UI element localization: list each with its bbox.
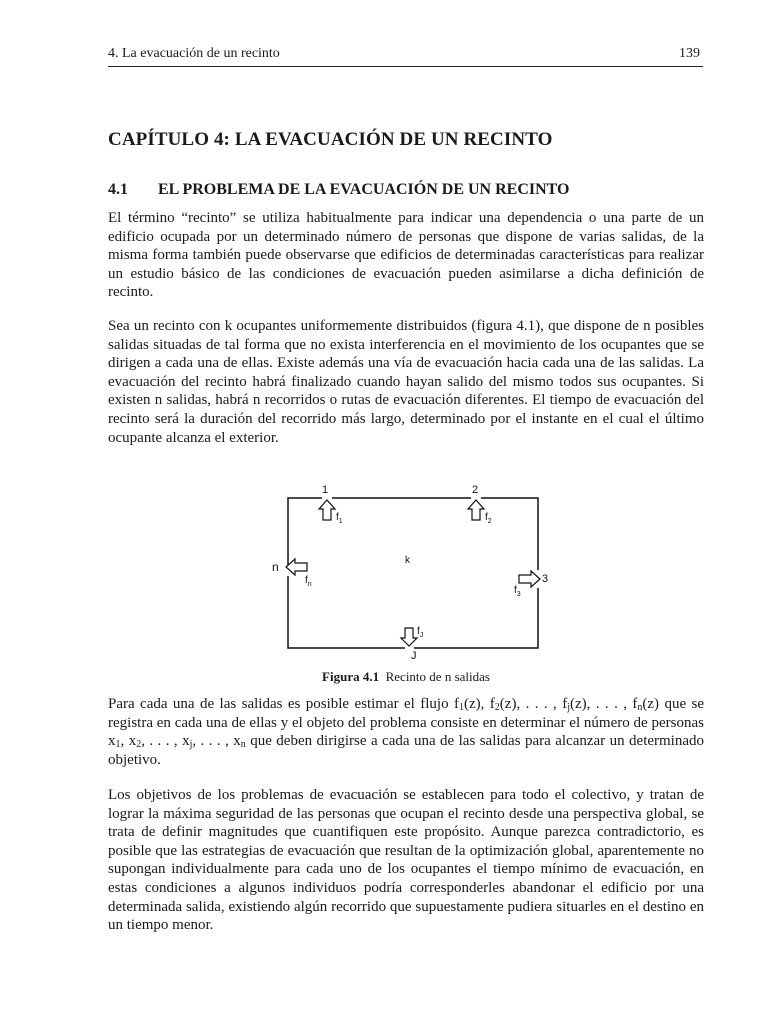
exit-3-flow: $f_3$ bbox=[514, 585, 521, 598]
section-number: 4.1 bbox=[108, 181, 128, 198]
wall-segment bbox=[288, 576, 405, 648]
persons-xn: $x_n$ bbox=[233, 733, 246, 751]
exit-3-arrow-icon bbox=[519, 571, 540, 587]
exit-n-flow: $f_n$ bbox=[305, 575, 312, 588]
exit-j-label: J bbox=[411, 650, 417, 662]
paragraph-recinto-definition: El término “recinto” se utiliza habitualmente para indicar una dependencia o una parte de un edificio ocupada por un determinado número de personas que dispone de varias salidas, de la misma forma también puede observarse que edificios de determinadas características para realizar un estudio básico de las condiciones de evacuación pueden asimilarse a dicha definición de recinto. bbox=[108, 210, 704, 301]
exit-2-label: 2 bbox=[472, 484, 479, 496]
figure-recinto-diagram bbox=[262, 478, 562, 668]
exit-2-flow: $f_2$ bbox=[485, 512, 492, 525]
section-title: EL PROBLEMA DE LA EVACUACIÓN DE UN RECINTO bbox=[158, 181, 570, 198]
wall-segment bbox=[481, 498, 538, 570]
p3-intro: Para cada una de las salidas es posible estimar el flujo bbox=[108, 696, 454, 712]
persons-x1: $x_1$, bbox=[108, 733, 129, 751]
exit-n-label: n bbox=[272, 560, 279, 574]
exit-3-label: 3 bbox=[542, 573, 549, 585]
p3-end: que deben dirigirse a cada una de las salidas para alcanzar un determinado objetivo. bbox=[108, 733, 705, 768]
exit-1-arrow-icon bbox=[319, 500, 335, 520]
running-header bbox=[108, 44, 703, 67]
figure-caption bbox=[108, 669, 704, 685]
page-number: 139 bbox=[679, 46, 700, 61]
paragraph-evacuation-description: Sea un recinto con k ocupantes uniformemente distribuidos (figura 4.1), que dispone de n posibles salidas situadas de tal forma que no exista interferencia en el movimiento de los ocupantes que se dirigen a cada una de ellas. Existe además una vía de evacuación hacia cada una de las salidas. La evacuación del recinto habrá finalizado cuando hayan salido del mismo todos sus ocupantes. Si existen n salidas, habrá n recorridos o rutas de evacuación diferentes. El tiempo de evacuación del recinto será la duración del recorrido más largo, determinado por el instante en el cual el último ocupante alcanza el exterior. bbox=[108, 318, 704, 446]
exit-j-arrow-icon bbox=[401, 628, 417, 646]
chapter-title: CAPÍTULO 4: LA EVACUACIÓN DE UN RECINTO bbox=[108, 129, 553, 150]
paragraph-evacuation-objectives: Los objetivos de los problemas de evacuación se establecen para todo el colectivo, y tratan de lograr la máxima seguridad de las personas que ocupan el recinto desde una perspectiva global, se trata de definir magnitudes que cuantifiquen este propósito. Aunque parezca contradictorio, es posible que las estrategias de evacuación que resultan de la optimización global, aparentemente no supongan individualmente para cada uno de los ocupantes el tiempo mínimo de evacuación, en estas condiciones a algunos individuos podría corresponderles abandonar el edificio por una determinada salida, existiendo algún recorrido que supuestamente pudiera situarles en el destino en un tiempo menor. bbox=[108, 787, 704, 934]
exit-1-flow: $f_1$ bbox=[336, 512, 343, 525]
occupants-label: k bbox=[405, 555, 410, 566]
flow-fn: $f_n(z)$ bbox=[632, 696, 660, 713]
figure-caption-text: Recinto de n salidas bbox=[385, 669, 490, 684]
flow-f1: $f_1(z)$, bbox=[453, 696, 490, 713]
exit-j-flow: $f_J$ bbox=[417, 626, 424, 639]
flow-f2: $f_2(z)$, . . . , bbox=[489, 696, 563, 713]
running-header-title: 4. La evacuación de un recinto bbox=[108, 46, 280, 61]
exit-1-label: 1 bbox=[322, 484, 329, 496]
persons-xj: $x_j$, . . . , bbox=[182, 733, 234, 751]
exit-n-arrow-icon bbox=[286, 559, 307, 575]
figure-caption-label: Figura 4.1 bbox=[322, 669, 380, 684]
wall-segment bbox=[288, 498, 322, 568]
exit-2-arrow-icon bbox=[468, 500, 484, 520]
section-heading bbox=[108, 181, 569, 199]
p3-middle: que se registra en cada una de ellas y el objeto del problema consiste en determinar el número de personas bbox=[108, 696, 705, 731]
flow-fj: $f_j(z)$, . . . , bbox=[562, 696, 633, 713]
paragraph-flow-estimation bbox=[108, 695, 704, 769]
persons-x2: $x_2$, . . . , bbox=[128, 733, 183, 751]
